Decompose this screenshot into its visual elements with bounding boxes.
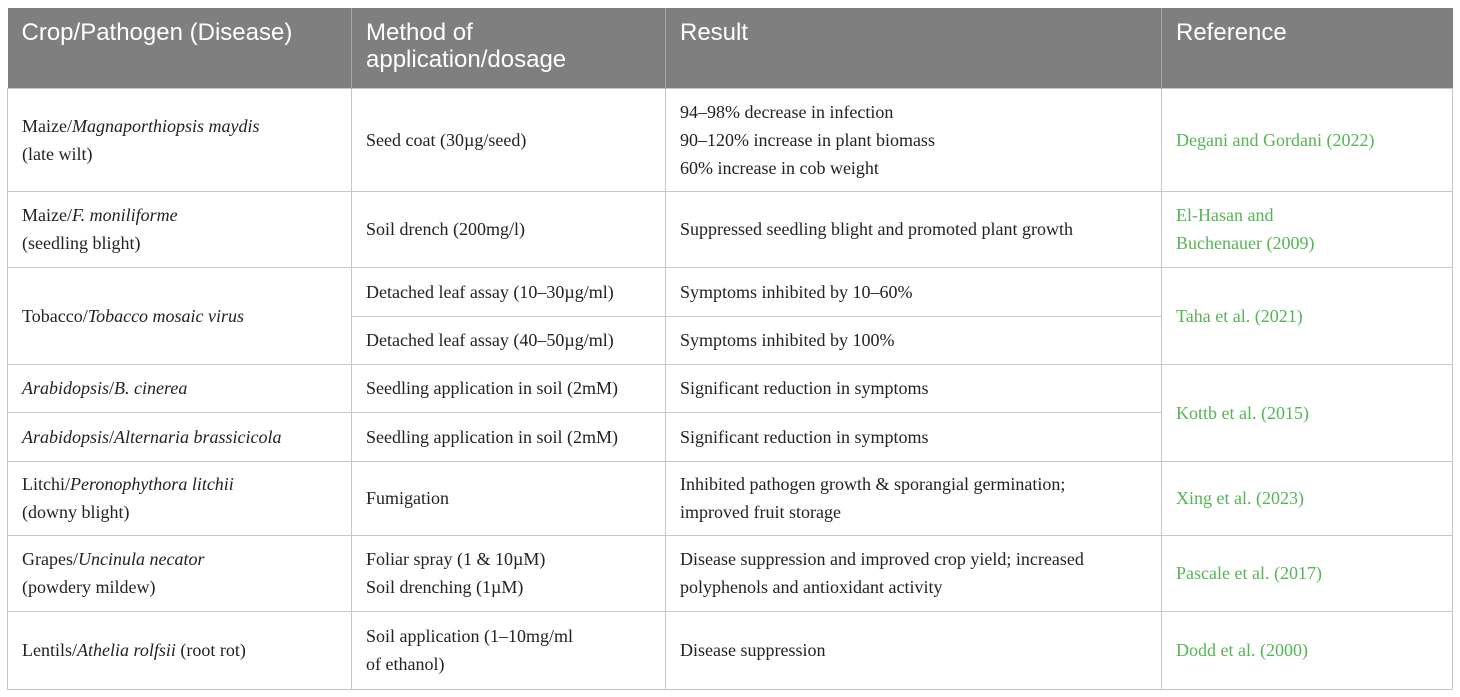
table-row: [8, 191, 1453, 267]
reference-link[interactable]: Dodd et al. (2000): [1162, 611, 1453, 689]
method-cell: Seedling application in soil (2mM): [352, 412, 666, 461]
method-cell: Detached leaf assay (40–50µg/ml): [352, 316, 666, 364]
result-cell: 94–98% decrease in infection 90–120% increase in plant biomass 60% increase in cob weight: [666, 88, 1162, 191]
header-crop: Crop/Pathogen (Disease): [8, 8, 352, 88]
table-row: [8, 535, 1453, 611]
header-reference: Reference: [1162, 8, 1453, 88]
method-cell: Detached leaf assay (10–30µg/ml): [352, 267, 666, 316]
result-cell: Disease suppression: [666, 611, 1162, 689]
reference-link[interactable]: Xing et al. (2023): [1162, 461, 1453, 535]
reference-link[interactable]: Degani and Gordani (2022): [1162, 88, 1453, 191]
crop-cell: Tobacco/Tobacco mosaic virus: [8, 267, 352, 364]
method-cell: Fumigation: [352, 461, 666, 535]
method-cell: Seed coat (30µg/seed): [352, 88, 666, 191]
method-cell: Seedling application in soil (2mM): [352, 364, 666, 412]
reference-link[interactable]: Taha et al. (2021): [1162, 267, 1453, 364]
crop-cell: Lentils/Athelia rolfsii (root rot): [8, 611, 352, 689]
result-cell: Symptoms inhibited by 100%: [666, 316, 1162, 364]
header-method: Method of application/dosage: [352, 8, 666, 88]
data-table: [7, 8, 1453, 690]
result-cell: Disease suppression and improved crop yield; increased polyphenols and antioxidant activity: [666, 535, 1162, 611]
crop-cell: Maize/Magnaporthiopsis maydis (late wilt): [8, 88, 352, 191]
reference-link[interactable]: Kottb et al. (2015): [1162, 364, 1453, 461]
crop-cell: Arabidopsis/Alternaria brassicicola: [8, 412, 352, 461]
method-cell: Soil application (1–10mg/ml of ethanol): [352, 611, 666, 689]
crop-cell: Arabidopsis/B. cinerea: [8, 364, 352, 412]
result-cell: Suppressed seedling blight and promoted plant growth: [666, 191, 1162, 267]
reference-link[interactable]: Pascale et al. (2017): [1162, 535, 1453, 611]
result-cell: Significant reduction in symptoms: [666, 364, 1162, 412]
header-result: Result: [666, 8, 1162, 88]
table-row: [8, 364, 1453, 412]
header-row: [8, 8, 1453, 88]
result-cell: Inhibited pathogen growth & sporangial germination; improved fruit storage: [666, 461, 1162, 535]
table-row: [8, 611, 1453, 689]
reference-link[interactable]: El-Hasan and Buchenauer (2009): [1162, 191, 1453, 267]
method-cell: Soil drench (200mg/l): [352, 191, 666, 267]
table-row: [8, 88, 1453, 191]
table-row: [8, 267, 1453, 316]
result-cell: Significant reduction in symptoms: [666, 412, 1162, 461]
crop-cell: Litchi/Peronophythora litchii (downy blight): [8, 461, 352, 535]
table-row: [8, 461, 1453, 535]
crop-cell: Maize/F. moniliforme (seedling blight): [8, 191, 352, 267]
method-cell: Foliar spray (1 & 10µM) Soil drenching (1µM): [352, 535, 666, 611]
result-cell: Symptoms inhibited by 10–60%: [666, 267, 1162, 316]
crop-cell: Grapes/Uncinula necator (powdery mildew): [8, 535, 352, 611]
